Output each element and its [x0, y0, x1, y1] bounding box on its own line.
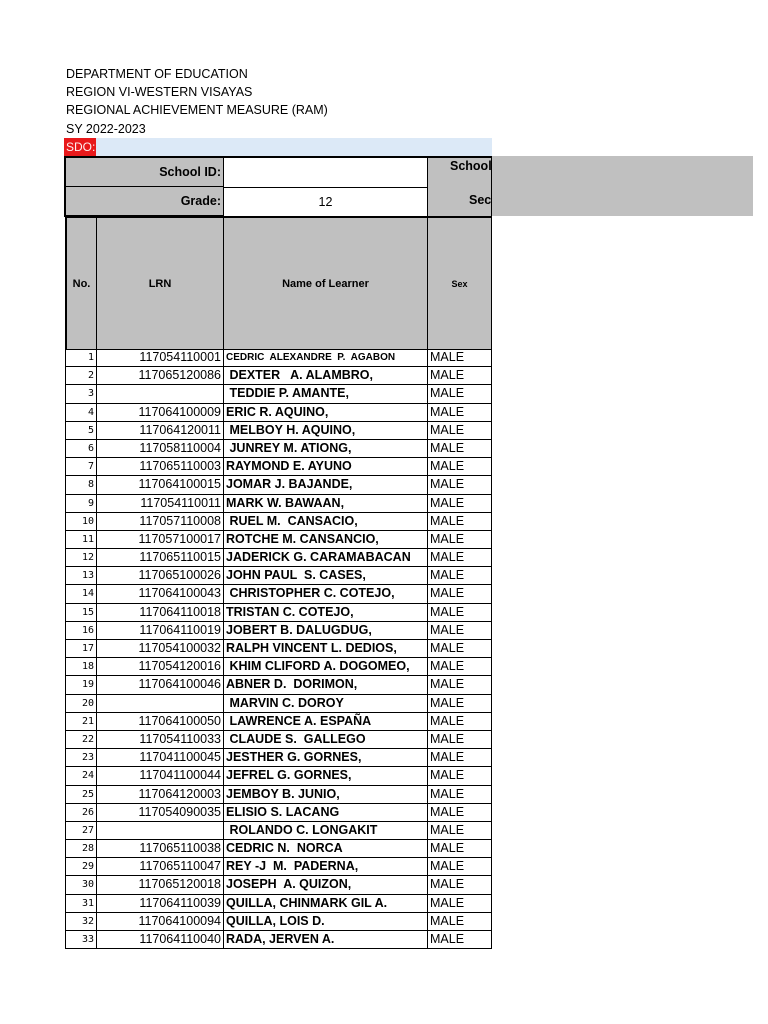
cell-lrn[interactable]: 117064110019	[96, 622, 224, 640]
school-id-label: School ID:	[159, 165, 221, 179]
cell-sex[interactable]: MALE	[427, 786, 492, 804]
cell-sex[interactable]: MALE	[427, 876, 492, 894]
cell-sex[interactable]: MALE	[427, 804, 492, 822]
cell-no[interactable]: 7	[65, 458, 97, 476]
cell-sex[interactable]: MALE	[427, 367, 492, 385]
cell-lrn[interactable]: 117054110001	[96, 349, 224, 367]
cell-no[interactable]: 12	[65, 549, 97, 567]
cell-learner-name[interactable]: ABNER D. DORIMON,	[223, 676, 428, 694]
cell-learner-name[interactable]: MARK W. BAWAAN,	[223, 495, 428, 513]
cell-lrn[interactable]: 117064100046	[96, 676, 224, 694]
cell-sex[interactable]: MALE	[427, 349, 492, 367]
school-id-label-cell	[64, 156, 224, 188]
cell-sex[interactable]: MALE	[427, 440, 492, 458]
grade-label-cell	[64, 187, 224, 217]
cell-lrn[interactable]	[96, 695, 224, 713]
cell-no[interactable]: 16	[65, 622, 97, 640]
cell-no[interactable]: 31	[65, 895, 97, 913]
cell-lrn[interactable]: 117041100044	[96, 767, 224, 785]
cell-no[interactable]: 27	[65, 822, 97, 840]
cell-learner-name[interactable]: JOSEPH A. QUIZON,	[223, 876, 428, 894]
cell-sex[interactable]: MALE	[427, 895, 492, 913]
section-label-cell	[427, 187, 492, 217]
cell-sex[interactable]: MALE	[427, 585, 492, 603]
cell-learner-name[interactable]: RADA, JERVEN A.	[223, 931, 428, 949]
sdo-label: SDO:	[66, 140, 96, 154]
cell-learner-name[interactable]: JOHN PAUL S. CASES,	[223, 567, 428, 585]
cell-learner-name[interactable]: JEMBOY B. JUNIO,	[223, 786, 428, 804]
school-label: School	[450, 159, 492, 173]
header-school-year: SY 2022-2023	[66, 122, 146, 136]
cell-learner-name[interactable]: RUEL M. CANSACIO,	[223, 513, 428, 531]
cell-sex[interactable]: MALE	[427, 422, 492, 440]
cell-lrn[interactable]: 117064100094	[96, 913, 224, 931]
cell-sex[interactable]: MALE	[427, 567, 492, 585]
cell-learner-name[interactable]: LAWRENCE A. ESPAÑA	[223, 713, 428, 731]
cell-sex[interactable]: MALE	[427, 931, 492, 949]
cell-learner-name[interactable]: JADERICK G. CARAMABACAN	[223, 549, 428, 567]
cell-learner-name[interactable]: MELBOY H. AQUINO,	[223, 422, 428, 440]
cell-sex[interactable]: MALE	[427, 913, 492, 931]
cell-lrn[interactable]: 117054110033	[96, 731, 224, 749]
cell-learner-name[interactable]: ROLANDO C. LONGAKIT	[223, 822, 428, 840]
cell-no[interactable]: 8	[65, 476, 97, 494]
cell-no[interactable]: 19	[65, 676, 97, 694]
cell-lrn[interactable]: 117064100009	[96, 404, 224, 422]
cell-lrn[interactable]: 117041100045	[96, 749, 224, 767]
cell-no[interactable]: 21	[65, 713, 97, 731]
cell-sex[interactable]: MALE	[427, 476, 492, 494]
cell-lrn[interactable]: 117064100050	[96, 713, 224, 731]
cell-learner-name[interactable]: CEDRIC ALEXANDRE P. AGABON	[223, 349, 428, 367]
cell-sex[interactable]: MALE	[427, 767, 492, 785]
school-id-input[interactable]	[223, 156, 428, 188]
cell-lrn[interactable]: 117065120018	[96, 876, 224, 894]
cell-lrn[interactable]	[96, 822, 224, 840]
school-label-cell	[427, 156, 492, 188]
cell-lrn[interactable]: 117054110011	[96, 495, 224, 513]
cell-sex[interactable]: MALE	[427, 658, 492, 676]
cell-sex[interactable]: MALE	[427, 531, 492, 549]
cell-sex[interactable]: MALE	[427, 713, 492, 731]
cell-lrn[interactable]: 117064110018	[96, 604, 224, 622]
cell-learner-name[interactable]: ROTCHE M. CANSANCIO,	[223, 531, 428, 549]
cell-no[interactable]: 3	[65, 385, 97, 403]
cell-learner-name[interactable]: CEDRIC N. NORCA	[223, 840, 428, 858]
cell-learner-name[interactable]: JOMAR J. BAJANDE,	[223, 476, 428, 494]
cell-no[interactable]: 15	[65, 604, 97, 622]
cell-learner-name[interactable]: QUILLA, CHINMARK GIL A.	[223, 895, 428, 913]
cell-no[interactable]: 32	[65, 913, 97, 931]
cell-sex[interactable]: MALE	[427, 404, 492, 422]
cell-learner-name[interactable]: CLAUDE S. GALLEGO	[223, 731, 428, 749]
cell-no[interactable]: 26	[65, 804, 97, 822]
cell-learner-name[interactable]: QUILLA, LOIS D.	[223, 913, 428, 931]
cell-sex[interactable]: MALE	[427, 822, 492, 840]
col-header-lrn: LRN	[96, 216, 224, 350]
cell-learner-name[interactable]: DEXTER A. ALAMBRO,	[223, 367, 428, 385]
cell-sex[interactable]: MALE	[427, 549, 492, 567]
col-header-no: No.	[65, 216, 97, 350]
cell-no[interactable]: 33	[65, 931, 97, 949]
cell-no[interactable]: 13	[65, 567, 97, 585]
cell-learner-name[interactable]: JESTHER G. GORNES,	[223, 749, 428, 767]
cell-lrn[interactable]: 117058110004	[96, 440, 224, 458]
cell-no[interactable]: 2	[65, 367, 97, 385]
col-header-sex: Sex	[427, 216, 492, 350]
cell-sex[interactable]: MALE	[427, 749, 492, 767]
cell-no[interactable]: 6	[65, 440, 97, 458]
cell-learner-name[interactable]: ERIC R. AQUINO,	[223, 404, 428, 422]
cell-lrn[interactable]: 117064100015	[96, 476, 224, 494]
cell-lrn[interactable]: 117064110040	[96, 931, 224, 949]
cell-learner-name[interactable]: RAYMOND E. AYUNO	[223, 458, 428, 476]
cell-lrn[interactable]: 117064100043	[96, 585, 224, 603]
cell-lrn[interactable]: 117064120003	[96, 786, 224, 804]
cell-sex[interactable]: MALE	[427, 640, 492, 658]
cell-no[interactable]: 25	[65, 786, 97, 804]
cell-no[interactable]: 5	[65, 422, 97, 440]
cell-learner-name[interactable]: RALPH VINCENT L. DEDIOS,	[223, 640, 428, 658]
cell-sex[interactable]: MALE	[427, 858, 492, 876]
cell-no[interactable]: 24	[65, 767, 97, 785]
cell-sex[interactable]: MALE	[427, 676, 492, 694]
cell-no[interactable]: 1	[65, 349, 97, 367]
cell-lrn[interactable]: 117054090035	[96, 804, 224, 822]
cell-learner-name[interactable]: MARVIN C. DOROY	[223, 695, 428, 713]
cell-no[interactable]: 23	[65, 749, 97, 767]
grade-value[interactable]: 12	[223, 187, 428, 217]
cell-learner-name[interactable]: JEFREL G. GORNES,	[223, 767, 428, 785]
cell-no[interactable]: 29	[65, 858, 97, 876]
cell-learner-name[interactable]: CHRISTOPHER C. COTEJO,	[223, 585, 428, 603]
cell-learner-name[interactable]: JOBERT B. DALUGDUG,	[223, 622, 428, 640]
cell-learner-name[interactable]: KHIM CLIFORD A. DOGOMEO,	[223, 658, 428, 676]
cell-sex[interactable]: MALE	[427, 622, 492, 640]
header-region: REGION VI-WESTERN VISAYAS	[66, 85, 253, 99]
cell-no[interactable]: 18	[65, 658, 97, 676]
cell-no[interactable]: 10	[65, 513, 97, 531]
cell-sex[interactable]: MALE	[427, 385, 492, 403]
cell-lrn[interactable]: 117065110038	[96, 840, 224, 858]
cell-lrn[interactable]: 117065100026	[96, 567, 224, 585]
section-label: Sec	[469, 193, 492, 207]
cell-learner-name[interactable]: TEDDIE P. AMANTE,	[223, 385, 428, 403]
cell-lrn[interactable]: 117065120086	[96, 367, 224, 385]
cell-lrn[interactable]: 117057100017	[96, 531, 224, 549]
cell-no[interactable]: 17	[65, 640, 97, 658]
cell-lrn[interactable]: 117065110003	[96, 458, 224, 476]
cell-sex[interactable]: MALE	[427, 731, 492, 749]
grade-label: Grade:	[180, 194, 221, 208]
cell-learner-name[interactable]: JUNREY M. ATIONG,	[223, 440, 428, 458]
cell-sex[interactable]: MALE	[427, 495, 492, 513]
cell-lrn[interactable]: 117065110015	[96, 549, 224, 567]
cell-lrn[interactable]	[96, 385, 224, 403]
cell-no[interactable]: 28	[65, 840, 97, 858]
cell-learner-name[interactable]: REY -J M. PADERNA,	[223, 858, 428, 876]
cell-no[interactable]: 22	[65, 731, 97, 749]
header-ram: REGIONAL ACHIEVEMENT MEASURE (RAM)	[66, 103, 328, 117]
cell-no[interactable]: 4	[65, 404, 97, 422]
right-gray-block	[492, 156, 753, 216]
cell-sex[interactable]: MALE	[427, 513, 492, 531]
cell-no[interactable]: 11	[65, 531, 97, 549]
cell-lrn[interactable]: 117065110047	[96, 858, 224, 876]
cell-lrn[interactable]: 117064110039	[96, 895, 224, 913]
cell-learner-name[interactable]: ELISIO S. LACANG	[223, 804, 428, 822]
cell-sex[interactable]: MALE	[427, 695, 492, 713]
cell-sex[interactable]: MALE	[427, 840, 492, 858]
cell-lrn[interactable]: 117054100032	[96, 640, 224, 658]
sdo-bar[interactable]	[64, 138, 492, 156]
cell-lrn[interactable]: 117054120016	[96, 658, 224, 676]
cell-no[interactable]: 30	[65, 876, 97, 894]
col-header-name: Name of Learner	[223, 216, 428, 350]
cell-lrn[interactable]: 117064120011	[96, 422, 224, 440]
cell-no[interactable]: 20	[65, 695, 97, 713]
cell-lrn[interactable]: 117057110008	[96, 513, 224, 531]
header-department: DEPARTMENT OF EDUCATION	[66, 67, 248, 81]
cell-sex[interactable]: MALE	[427, 604, 492, 622]
cell-no[interactable]: 14	[65, 585, 97, 603]
cell-sex[interactable]: MALE	[427, 458, 492, 476]
cell-learner-name[interactable]: TRISTAN C. COTEJO,	[223, 604, 428, 622]
cell-no[interactable]: 9	[65, 495, 97, 513]
